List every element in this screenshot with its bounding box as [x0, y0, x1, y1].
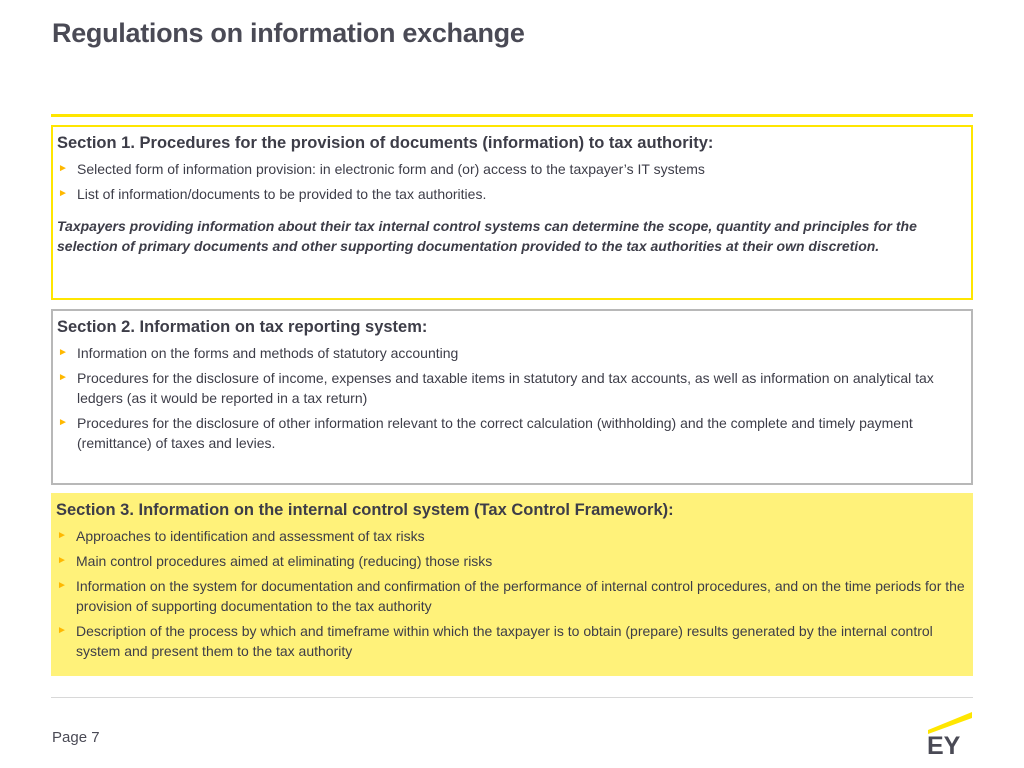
section-1-heading: Section 1. Procedures for the provision of documents (information) to tax authority: [57, 134, 714, 152]
section-3-box [51, 493, 973, 676]
section-1-list [57, 159, 971, 204]
triangle-right-icon: ► [57, 580, 67, 591]
triangle-right-icon: ► [57, 555, 67, 566]
bottom-divider [51, 697, 973, 698]
list-item: ► Procedures for the disclosure of income, expenses and taxable items in statutory and tax accounts, as well as information on analytical tax ledgers (as it would be reported in a tax return) [58, 370, 934, 406]
section-2-heading: Section 2. Information on tax reporting system: [57, 318, 428, 336]
top-divider [51, 114, 973, 117]
logo-text: EY [927, 732, 961, 756]
page-number: Page 7 [52, 729, 100, 746]
triangle-right-icon: ► [58, 347, 68, 358]
logo-beam [928, 712, 972, 734]
page-title: Regulations on information exchange [52, 18, 525, 48]
list-item: ► Description of the process by which and timeframe within which the taxpayer is to obtain (prepare) results generated by the internal control system and present them to the tax authority [57, 623, 933, 659]
list-item: ► Approaches to identification and assessment of tax risks [57, 528, 425, 544]
section-2-box [51, 309, 973, 485]
list-item: ► Main control procedures aimed at eliminating (reducing) those risks [57, 553, 493, 569]
ey-logo-icon [924, 704, 976, 756]
section-2-list [57, 343, 971, 453]
section-1-note: Taxpayers providing information about their tax internal control systems can determine the scope, quantity and principles for the selection of primary documents and other supporting documentation provided to the tax authorities at their own discretion. [57, 218, 917, 254]
triangle-right-icon: ► [58, 372, 68, 383]
list-item: ► List of information/documents to be provided to the tax authorities. [58, 186, 487, 202]
list-item: ► Information on the system for documentation and confirmation of the performance of internal control procedures, and on the time periods for the provision of supporting documentation to the tax authority [57, 578, 965, 614]
triangle-right-icon: ► [58, 163, 68, 174]
triangle-right-icon: ► [58, 417, 68, 428]
section-3-list [56, 526, 973, 661]
list-item: ► Information on the forms and methods of statutory accounting [58, 345, 459, 361]
section-1-box [51, 125, 973, 300]
list-item: ► Selected form of information provision: in electronic form and (or) access to the taxpayer’s IT systems [58, 161, 705, 177]
list-item: ► Procedures for the disclosure of other information relevant to the correct calculation (withholding) and the complete and timely payment (remittance) of taxes and levies. [58, 415, 913, 451]
triangle-right-icon: ► [58, 188, 68, 199]
triangle-right-icon: ► [57, 530, 67, 541]
triangle-right-icon: ► [57, 625, 67, 636]
section-3-heading: Section 3. Information on the internal control system (Tax Control Framework): [56, 501, 674, 519]
